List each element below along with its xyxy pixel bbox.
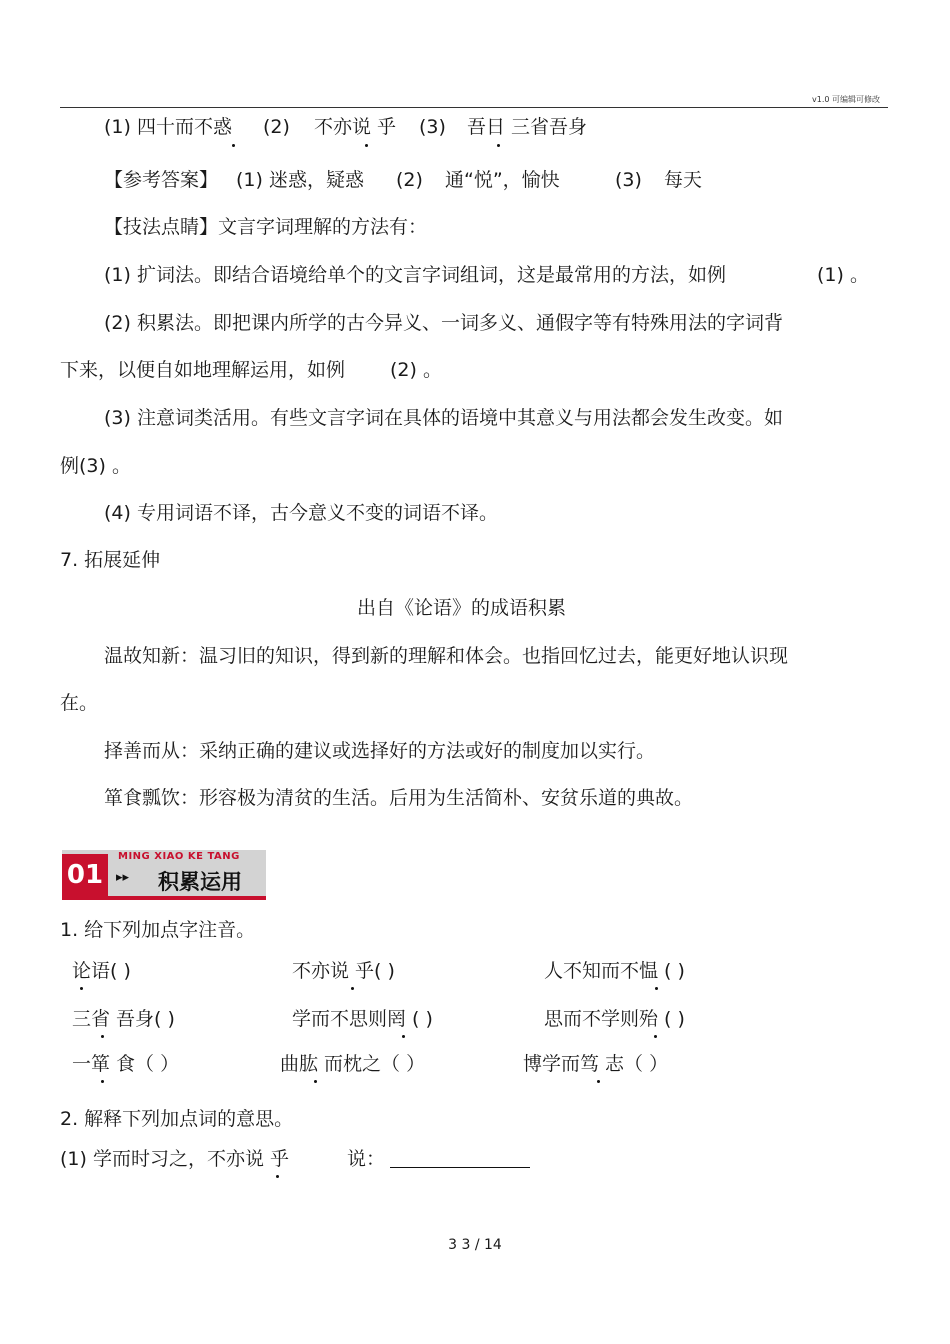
tips-p4: (4) 专用词语不译，古今意义不变的词语不译。	[104, 502, 498, 524]
emphasis-dot	[101, 1035, 104, 1038]
emphasis-dot	[402, 1035, 405, 1038]
idiom-2: 择善而从：采纳正确的建议或选择好的方法或好的制度加以实行。	[104, 740, 656, 762]
idiom-3: 箪食瓢饮：形容极为清贫的生活。后用为生活简朴、安贫乐道的典故。	[104, 787, 694, 809]
tips-p2-line2: 下来，以便自如地理解运用，如例	[60, 359, 346, 381]
answer-label: 【参考答案】	[104, 169, 219, 191]
pinyin-item: 博学而笃 志（ ）	[523, 1053, 669, 1075]
badge-number: 01	[62, 854, 108, 896]
answer-3: 每天	[664, 169, 703, 191]
q-item-1: (1) 四十而不惑	[104, 116, 232, 138]
page-number: 3 3 / 14	[448, 1237, 502, 1253]
idiom-1-line1: 温故知新：温习旧的知识，得到新的理解和体会。也指回忆过去，能更好地认识现	[104, 645, 789, 667]
tips-p2-ref: (2) 。	[390, 359, 442, 381]
pinyin-item: 曲肱 而枕之（ ）	[280, 1053, 426, 1075]
tips-p1: (1) 扩词法。即结合语境给单个的文言字词组词，这是最常用的方法，如例	[104, 264, 726, 286]
emphasis-dot	[314, 1080, 317, 1083]
tips-p3-line2: 例(3) 。	[60, 455, 131, 477]
extension-subtitle: 出自《论语》的成语积累	[357, 597, 567, 619]
emphasis-dot	[497, 144, 500, 147]
section-badge	[62, 850, 266, 900]
pinyin-item: 思而不学则殆 ( )	[544, 1008, 685, 1030]
emphasis-dot	[351, 987, 354, 990]
tips-heading: 【技法点睛】文言字词理解的方法有：	[104, 216, 428, 238]
pinyin-item: 三省 吾身( )	[72, 1008, 175, 1030]
double-arrow-icon: ▸▸	[116, 870, 130, 885]
idiom-1-line2: 在。	[60, 692, 99, 714]
q-item-3-num: (3)	[419, 116, 446, 138]
pinyin-item: 人不知而不愠 ( )	[544, 960, 685, 982]
answer-blank[interactable]	[390, 1167, 530, 1168]
extension-heading: 7. 拓展延伸	[60, 549, 161, 571]
emphasis-dot	[597, 1080, 600, 1083]
exercise-2-heading: 2. 解释下列加点词的意思。	[60, 1108, 294, 1130]
tips-p2-line1: (2) 积累法。即把课内所学的古今异义、一词多义、通假字等有特殊用法的字词背	[104, 312, 783, 334]
emphasis-dot	[654, 1035, 657, 1038]
pinyin-item: 学而不思则罔 ( )	[292, 1008, 433, 1030]
q-item-2-num: (2)	[263, 116, 290, 138]
emphasis-dot	[80, 987, 83, 990]
answer-2: 通“悦”，愉快	[445, 169, 560, 191]
exercise-2-q1: (1) 学而时习之，不亦说 乎	[60, 1148, 289, 1170]
answer-2-num: (2)	[396, 169, 423, 191]
badge-underline	[62, 896, 266, 900]
exercise-2-q1-label: 说：	[347, 1148, 386, 1170]
q-item-2: 不亦说 乎	[314, 116, 397, 138]
q-item-3: 吾日 三省吾身	[467, 116, 588, 138]
badge-title: 积累运用	[158, 870, 242, 894]
emphasis-dot	[232, 144, 235, 147]
exercise-1-heading: 1. 给下列加点字注音。	[60, 919, 256, 941]
pinyin-item: 一箪 食（ ）	[72, 1053, 180, 1075]
pinyin-item: 不亦说 乎( )	[292, 960, 395, 982]
emphasis-dot	[655, 987, 658, 990]
tips-p1-ref: (1) 。	[817, 264, 869, 286]
pinyin-item: 论语( )	[72, 960, 131, 982]
header-divider	[60, 107, 888, 108]
emphasis-dot	[276, 1175, 279, 1178]
badge-subtitle: MING XIAO KE TANG	[118, 851, 240, 862]
emphasis-dot	[101, 1080, 104, 1083]
answer-3-num: (3)	[615, 169, 642, 191]
emphasis-dot	[365, 144, 368, 147]
tips-p3-line1: (3) 注意词类活用。有些文言字词在具体的语境中其意义与用法都会发生改变。如	[104, 407, 783, 429]
answer-1: (1) 迷惑，疑惑	[236, 169, 364, 191]
header-note: v1.0 可编辑可修改	[812, 95, 880, 104]
